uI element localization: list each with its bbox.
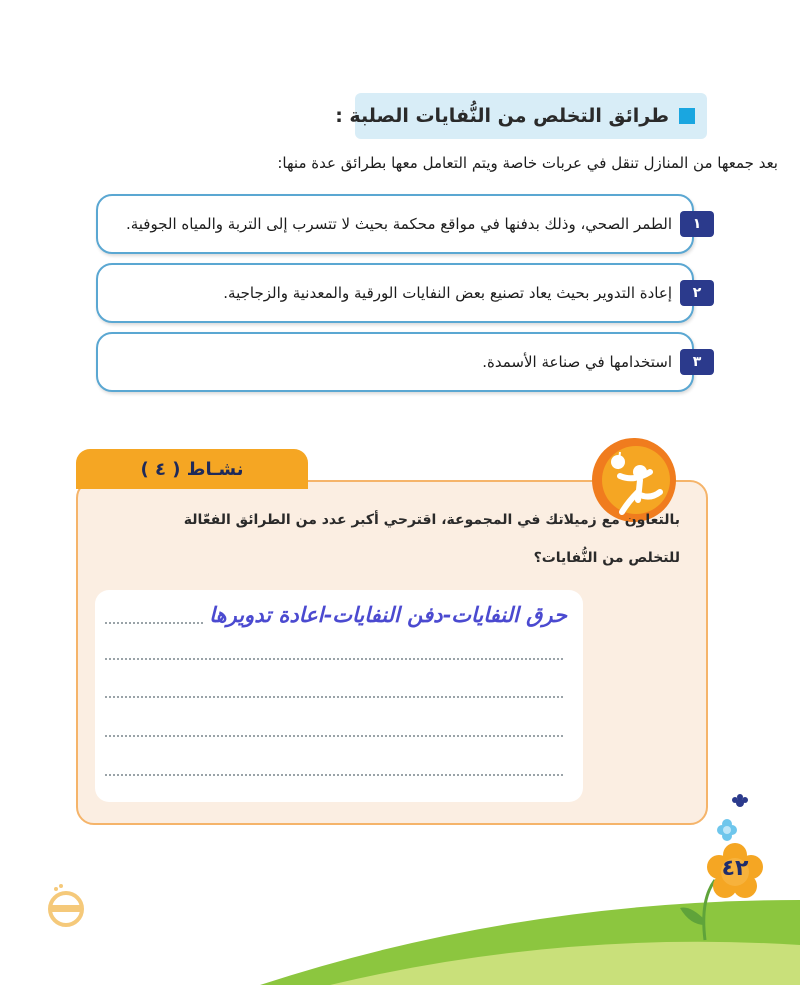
activity-title: نشـاط ( ٤ ) [140, 458, 244, 480]
logo-icon [50, 884, 82, 925]
page-number: ٤٢ [721, 856, 749, 881]
intro-text: بعد جمعها من المنازل تنقل في عربات خاصة ويتم التعامل معها بطرائق عدة منها: [277, 154, 778, 172]
method-number-badge: ٢ [680, 280, 714, 306]
method-text: الطمر الصحي، وذلك بدفنها في مواقع محكمة بحيث لا تتسرب إلى التربة والمياه الجوفية. [125, 215, 672, 233]
section-title: طرائق التخلص من النُّفايات الصلبة : [335, 105, 669, 127]
blue-flower-small-icon [732, 794, 748, 807]
activity-question-line-1: بالتعاون مع زميلاتك في المجموعة، اقترحي أكبر عدد من الطرائق الفعّالة [183, 512, 680, 528]
handwritten-answer: حرق النفايات-دفن النفايات-اعادة تدويرها [205, 602, 567, 627]
blue-flower-icon [717, 819, 737, 841]
method-text: إعادة التدوير بحيث يعاد تصنيع بعض النفايات الورقية والمعدنية والزجاجية. [223, 284, 672, 302]
activity-question-line-2: للتخلص من النُّفايات؟ [533, 550, 680, 566]
method-number-badge: ١ [680, 211, 714, 237]
method-number-badge: ٣ [680, 349, 714, 375]
method-text: استخدامها في صناعة الأسمدة. [482, 353, 672, 371]
